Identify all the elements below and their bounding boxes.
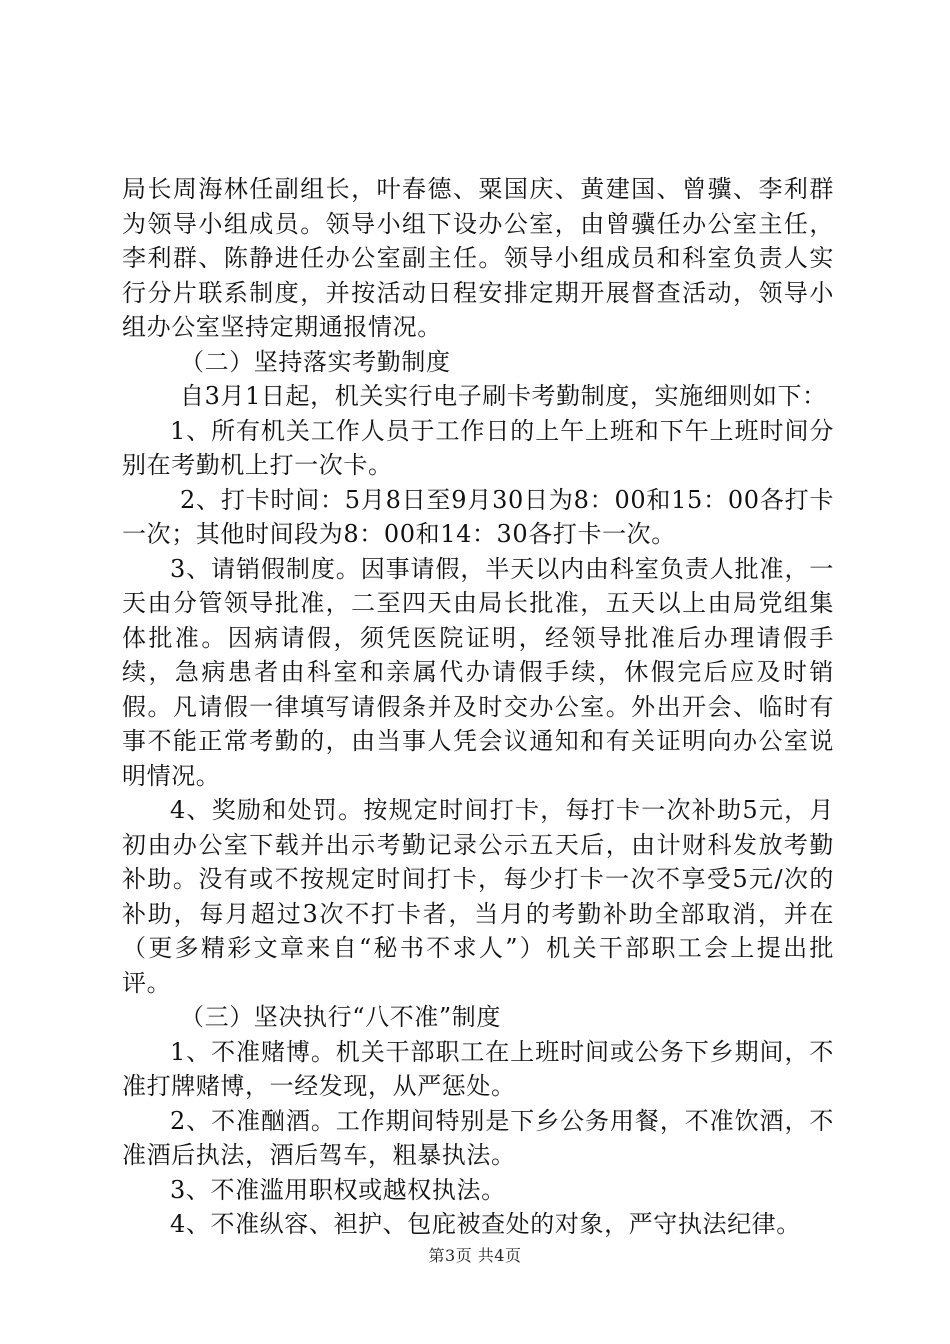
paragraph-prohibition-2: 2、不准酗酒。工作期间特别是下乡公务用餐，不准饮酒，不准酒后执法，酒后驾车，粗暴执法。 (122, 1106, 834, 1169)
paragraph-rule-1: 1、所有机关工作人员于工作日的上午上班和下午上班时间分别在考勤机上打一次卡。 (122, 416, 834, 479)
heading-attendance-system: （二）坚持落实考勤制度 (180, 347, 451, 376)
paragraph-prohibition-3: 3、不准滥用职权或越权执法。 (170, 1175, 506, 1204)
page-number-footer: 第3页 共4页 (428, 1246, 522, 1265)
heading-eight-prohibitions: （三）坚决执行“八不准”制度 (180, 1003, 501, 1031)
document-body (122, 172, 834, 1242)
paragraph-leadership-group: 局长周海林任副组长，叶春德、粟国庆、黄建国、曾骥、李利群为领导小组成员。领导小组下设办公室，由曾骥任办公室主任，李利群、陈静进任办公室副主任。领导小组成员和科室负责人实行分片联系制度，并按活动日程安排定期开展督查活动，领导小组办公室坚持定期通报情况。 (122, 175, 834, 341)
paragraph-rule-2: 2、打卡时间：5月8日至9月30日为8：00和15：00各打卡一次；其他时间段为8：00和14：30各打卡一次。 (122, 485, 834, 548)
paragraph-card-attendance: 自3月1日起，机关实行电子刷卡考勤制度，实施细则如下： (180, 382, 827, 410)
paragraph-prohibition-1: 1、不准赌博。机关干部职工在上班时间或公务下乡期间，不准打牌赌博，一经发现，从严惩处。 (122, 1037, 834, 1100)
paragraph-prohibition-4: 4、不准纵容、袒护、包庇被查处的对象，严守执法纪律。 (170, 1210, 801, 1238)
paragraph-rule-3: 3、请销假制度。因事请假，半天以内由科室负责人批准，一天由分管领导批准，二至四天由局长批准，五天以上由局党组集体批准。因病请假，须凭医院证明，经领导批准后办理请假手续，急病患者由科室和亲属代办请假手续，休假完后应及时销假。凡请假一律填写请假条并及时交办公室。外出开会、临时有事不能正常考勤的，由当事人凭会议通知和有关证明向办公室说明情况。 (122, 554, 834, 790)
paragraph-rule-4: 4、奖励和处罚。按规定时间打卡，每打卡一次补助5元，月初由办公室下载并出示考勤记录公示五天后，由计财科发放考勤补助。没有或不按规定时间打卡，每少打卡一次不享受5元/次的补助，每月超过3次不打卡者，当月的考勤补助全部取消，并在（更多精彩文章来自“秘书不求人”）机关干部职工会上提出批评。 (122, 796, 834, 997)
